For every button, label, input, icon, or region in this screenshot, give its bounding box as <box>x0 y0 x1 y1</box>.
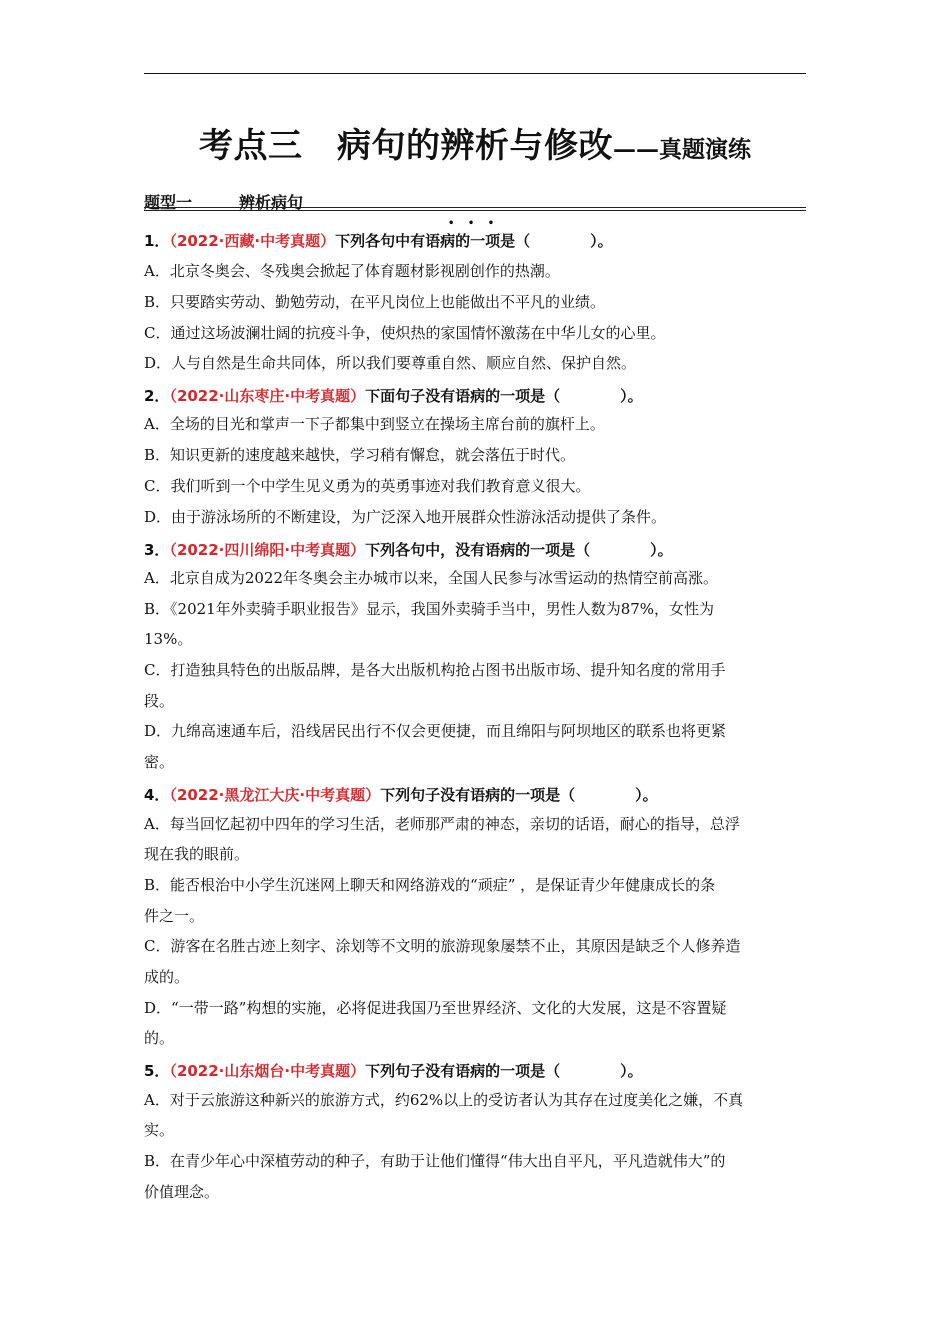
question-3 <box>144 539 673 560</box>
question-number: 4． <box>144 786 170 804</box>
option-line: 件之一。 <box>144 907 205 925</box>
question-number: 1． <box>144 232 170 250</box>
section-label: 题型一 <box>144 193 193 212</box>
question-stem: 下面句子没有语病的一项是（ ）。 <box>365 387 643 405</box>
option-line: D．人与自然是生命共同体，所以我们要尊重自然、顺应自然、保护自然。 <box>144 354 637 372</box>
option-line: B．只要踏实劳动、勤勉劳动，在平凡岗位上也能做出不平凡的业绩。 <box>144 293 606 311</box>
option-line: A．北京自成为2022年冬奥会主办城市以来，全国人民参与冰雪运动的热情空前高涨。 <box>144 569 719 587</box>
option-line: 段。 <box>144 692 175 710</box>
question-4 <box>144 784 658 805</box>
question-source: （2022·山东枣庄·中考真题） <box>169 387 366 405</box>
question-source: （2022·黑龙江大庆·中考真题） <box>169 786 381 804</box>
option-line: 现在我的眼前。 <box>144 845 250 863</box>
option-line: C．打造独具特色的出版品牌，是各大出版机构抢占图书出版市场、提升知名度的常用手 <box>144 661 726 679</box>
page-title-sub: ——真题演练 <box>613 136 751 163</box>
option-line: A．全场的目光和掌声一下子都集中到竖立在操场主席台前的旗杆上。 <box>144 415 605 433</box>
page-title-main: 考点三 病句的辨析与修改 <box>199 126 613 166</box>
question-number: 2． <box>144 387 170 405</box>
option-line: C．通过这场波澜壮阔的抗疫斗争，使炽热的家国情怀激荡在中华儿女的心里。 <box>144 324 666 342</box>
question-source: （2022·四川绵阳·中考真题） <box>169 541 366 559</box>
option-line: D．“一带一路”构想的实施，必将促进我国乃至世界经济、文化的大发展，这是不容置疑 <box>144 999 727 1017</box>
section-underline <box>144 207 806 208</box>
question-source: （2022·山东烟台·中考真题） <box>169 1062 366 1080</box>
option-line: 实。 <box>144 1121 175 1139</box>
option-line: 密。 <box>144 753 175 771</box>
option-line: C．我们听到一个中学生见义勇为的英勇事迹对我们教育意义很大。 <box>144 477 591 495</box>
option-line: 的。 <box>144 1029 175 1047</box>
option-line: 13%。 <box>144 630 193 648</box>
question-stem: 下列各句中有语病的一项是（ ）。 <box>335 232 613 250</box>
option-line: A．对于云旅游这种新兴的旅游方式，约62%以上的受访者认为其存在过度美化之嫌，不真 <box>144 1091 744 1109</box>
option-line: D．由于游泳场所的不断建设，为广泛深入地开展群众性游泳活动提供了条件。 <box>144 508 667 526</box>
option-line: A．北京冬奥会、冬残奥会掀起了体育题材影视剧创作的热潮。 <box>144 262 560 280</box>
question-5 <box>144 1060 643 1081</box>
option-line: C．游客在名胜古迹上刻字、涂划等不文明的旅游现象屡禁不止，其原因是缺乏个人修养造 <box>144 937 741 955</box>
section-underline-2 <box>144 210 806 211</box>
question-stem: 下列各句中，没有语病的一项是（ ）。 <box>365 541 673 559</box>
section-text: 辨析病句 <box>239 193 304 212</box>
top-rule <box>144 73 806 74</box>
question-1 <box>144 230 613 251</box>
option-line: B．在青少年心中深植劳动的种子，有助于让他们懂得“伟大出自平凡，平凡造就伟大”的 <box>144 1152 726 1170</box>
option-line: 价值理念。 <box>144 1183 220 1201</box>
option-line: A．每当回忆起初中四年的学习生活，老师那严肃的神态，亲切的话语，耐心的指导，总浮 <box>144 815 740 833</box>
question-2 <box>144 385 643 406</box>
option-line: B．《2021年外卖骑手职业报告》显示，我国外卖骑手当中，男性人数为87%，女性为 <box>144 600 715 618</box>
option-line: 成的。 <box>144 968 190 986</box>
question-number: 3． <box>144 541 170 559</box>
page-title <box>0 118 950 167</box>
option-line: B．能否根治中小学生沉迷网上聊天和网络游戏的“顽症” ，是保证青少年健康成长的条 <box>144 876 716 894</box>
option-line: D．九绵高速通车后，沿线居民出行不仅会更便捷，而且绵阳与阿坝地区的联系也将更紧 <box>144 722 727 740</box>
question-number: 5． <box>144 1062 170 1080</box>
question-stem: 下列句子没有语病的一项是（ ）。 <box>365 1062 643 1080</box>
option-line: B．知识更新的速度越来越快，学习稍有懈怠，就会落伍于时代。 <box>144 446 576 464</box>
question-source: （2022·西藏·中考真题） <box>169 232 336 250</box>
question-stem: 下列句子没有语病的一项是（ ）。 <box>380 786 658 804</box>
emphasis-dots: • • • <box>448 218 500 229</box>
